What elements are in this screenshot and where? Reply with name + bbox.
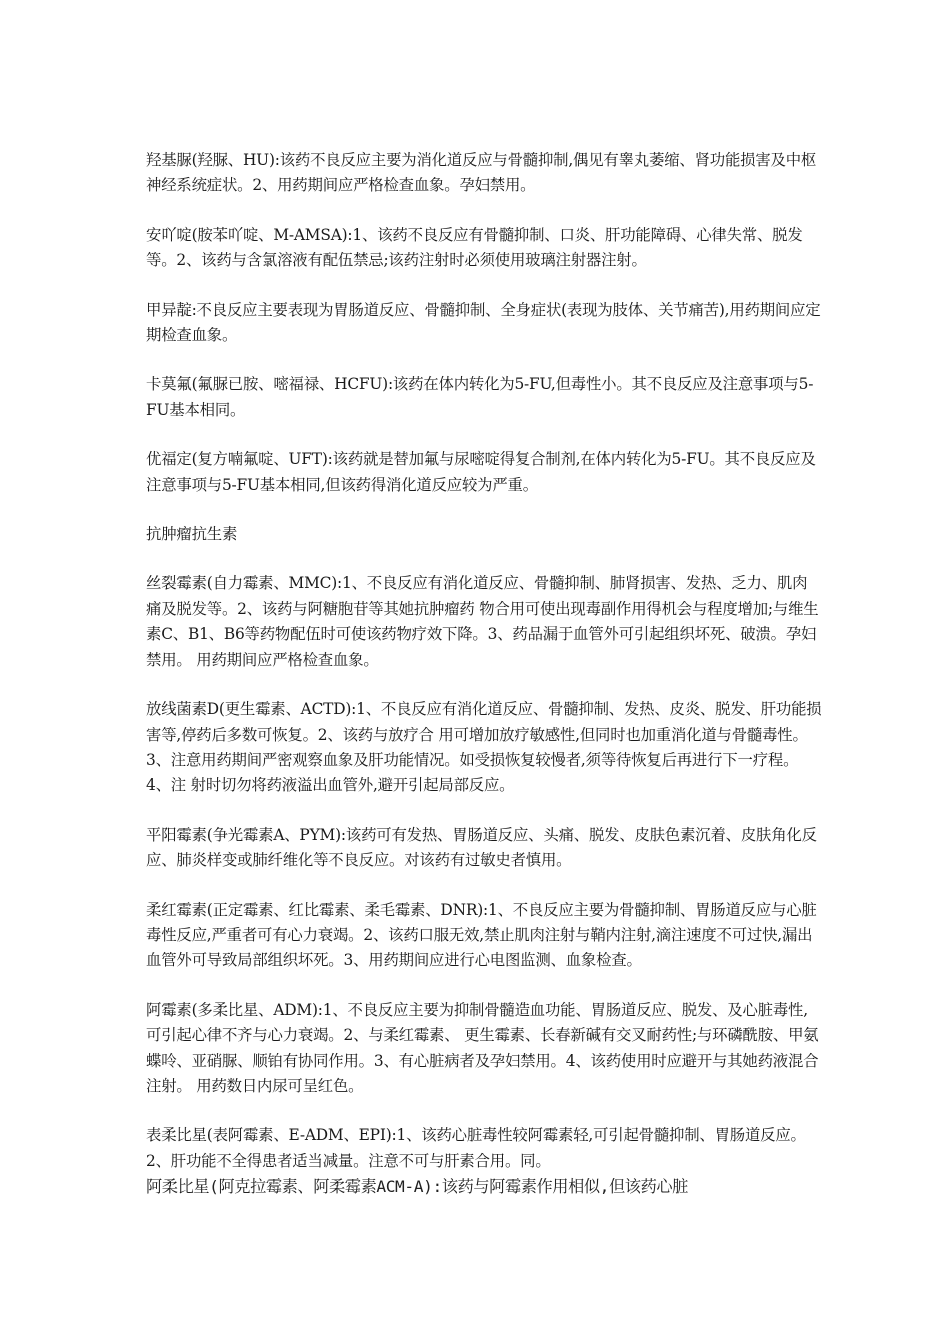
paragraph-amsacrine: 安吖啶(胺苯吖啶、M-AMSA):1、该药不良反应有骨髓抑制、口炎、肝功能障碍、心律失常、脱发等。2、该药与含氯溶液有配伍禁忌;该药注射时必须使用玻璃注射器注射。 (146, 225, 803, 270)
paragraph-pingyangmycin: 平阳霉素(争光霉素A、PYM):该药可有发热、胃肠道反应、头痛、脱发、皮肤色素沉着、皮肤角化反应、肺炎样变或肺纤维化等不良反应。对该药有过敏史者慎用。 (146, 825, 817, 870)
paragraph-epirubicin: 表柔比星(表阿霉素、E-ADM、EPI):1、该药心脏毒性较阿霉素轻,可引起骨髓抑制、胃肠道反应。2、肝功能不全得患者适当减量。注意不可与肝素合用。同。 (146, 1126, 806, 1170)
paragraph-mitomycin: 丝裂霉素(自力霉素、MMC):1、不良反应有消化道反应、骨髓抑制、肺肾损害、发热、乏力、肌肉痛及脱发等。2、该药与阿糖胞苷等其她抗肿瘤药 物合用可使出现毒副作用得机会与程度增加;与维生素C、B1、B6等药物配伍时可使该药物疗效下降。3、药品漏于血管外可引起组织坏死、破溃。孕妇禁用。 用药期间应严格检查血象。 (146, 574, 819, 669)
paragraph-daunorubicin: 柔红霉素(正定霉素、红比霉素、柔毛霉素、DNR):1、不良反应主要为骨髓抑制、胃肠道反应与心脏毒性反应,严重者可有心力衰竭。2、该药口服无效,禁止肌肉注射与鞘内注射,滴注速度不可过快,漏出血管外可导致局部组织坏死。3、用药期间应进行心电图监测、血象检查。 (146, 900, 817, 970)
paragraph-dactinomycin: 放线菌素D(更生霉素、ACTD):1、不良反应有消化道反应、骨髓抑制、发热、皮炎、脱发、肝功能损害等,停药后多数可恢复。2、该药与放疗合 用可增加放疗敏感性,但同时也加重消化道与骨髓毒性。3、注意用药期间严密观察血象及肝功能情况。如受损恢复较慢者,须等待恢复后再进行下一疗程。4、注 射时切勿将药液溢出血管外,避开引起局部反应。 (146, 700, 822, 795)
paragraph-doxorubicin: 阿霉素(多柔比星、ADM):1、不良反应主要为抑制骨髓造血功能、胃肠道反应、脱发、及心脏毒性,可引起心律不齐与心力衰竭。2、与柔红霉素、 更生霉素、长春新碱有交叉耐药性;与环磷酰胺、甲氨蝶呤、亚硝脲、顺铂有协同作用。3、有心脏病者及孕妇禁用。4、该药使用时应避开与其她药液混合注射。 用药数日内尿可呈红色。 (146, 1000, 819, 1095)
paragraph-meisoindigo: 甲异靛:不良反应主要表现为胃肠道反应、骨髓抑制、全身症状(表现为肢体、关节痛苦),用药期间应定期检查血象。 (146, 300, 821, 345)
paragraph-carmofur: 卡莫氟(氟脲已胺、嘧福禄、HCFU):该药在体内转化为5-FU,但毒性小。其不良反应及注意事项与5-FU基本相同。 (146, 375, 814, 419)
document-body (146, 148, 822, 1200)
paragraph-uft: 优福定(复方喃氟啶、UFT):该药就是替加氟与尿嘧啶得复合制剂,在体内转化为5-FU。其不良反应及注意事项与5-FU基本相同,但该药得消化道反应较为严重。 (146, 450, 816, 494)
paragraph-hydroxyurea: 羟基脲(羟脲、HU):该药不良反应主要为消化道反应与骨髓抑制,偶见有睾丸萎缩、肾功能损害及中枢神经系统症状。2、用药期间应严格检查血象。孕妇禁用。 (146, 151, 817, 195)
section-heading-antitumor-antibiotics: 抗肿瘤抗生素 (146, 525, 238, 544)
paragraph-aclarubicin: 阿柔比星(阿克拉霉素、阿柔霉素ACM-A):该药与阿霉素作用相似,但该药心脏 (146, 1177, 688, 1197)
